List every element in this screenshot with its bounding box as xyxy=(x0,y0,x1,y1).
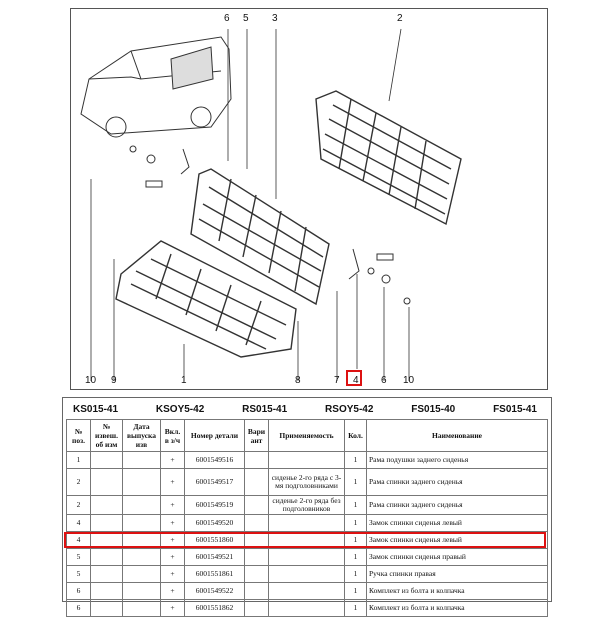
cell-part-number: 6001549517 xyxy=(185,469,245,496)
cell-qty: 1 xyxy=(345,452,367,469)
cell-name: Замок спинки сиденья левый xyxy=(367,515,548,532)
table-row[interactable] xyxy=(67,515,548,532)
col-header-applicability: Применяемость xyxy=(269,420,345,452)
cell-included: + xyxy=(161,532,185,549)
cell-variant xyxy=(245,600,269,617)
cell-qty: 1 xyxy=(345,549,367,566)
cell-part-number: 6001549519 xyxy=(185,496,245,515)
cell-date xyxy=(123,600,161,617)
table-row[interactable] xyxy=(67,583,548,600)
cell-name: Рама спинки заднего сиденья xyxy=(367,469,548,496)
callout-6-top: 6 xyxy=(224,13,230,24)
cell-included: + xyxy=(161,583,185,600)
cell-date xyxy=(123,452,161,469)
exploded-diagram xyxy=(70,8,548,390)
cell-part-number: 6001549522 xyxy=(185,583,245,600)
cell-qty: 1 xyxy=(345,600,367,617)
car-illustration xyxy=(81,37,231,137)
cell-applicability xyxy=(269,600,345,617)
cell-name: Рама подушки заднего сиденья xyxy=(367,452,548,469)
callout-3-top: 3 xyxy=(272,13,278,24)
back-frame-3 xyxy=(191,169,329,304)
cell-notice xyxy=(91,583,123,600)
col-header-date: Дата выпуска изв xyxy=(123,420,161,452)
cell-date xyxy=(123,566,161,583)
cell-notice xyxy=(91,549,123,566)
cell-included: + xyxy=(161,469,185,496)
callout-9-bottom: 9 xyxy=(111,375,117,386)
cell-date xyxy=(123,583,161,600)
callout-4-bottom: 4 xyxy=(353,375,359,386)
cell-qty: 1 xyxy=(345,469,367,496)
table-row[interactable] xyxy=(67,452,548,469)
col-header-qty: Кол. xyxy=(345,420,367,452)
col-header-name: Наименование xyxy=(367,420,548,452)
cell-part-number: 6001549520 xyxy=(185,515,245,532)
cell-qty: 1 xyxy=(345,496,367,515)
cell-notice xyxy=(91,515,123,532)
cell-date xyxy=(123,496,161,515)
cell-name: Замок спинки сиденья правый xyxy=(367,549,548,566)
cell-applicability xyxy=(269,566,345,583)
table-header-row xyxy=(67,420,548,452)
cell-pos: 1 xyxy=(67,452,91,469)
cell-qty: 1 xyxy=(345,532,367,549)
table-row[interactable] xyxy=(67,600,548,617)
cell-date xyxy=(123,515,161,532)
cell-part-number: 6001551860 xyxy=(185,532,245,549)
cell-pos: 4 xyxy=(67,515,91,532)
cell-applicability: сиденье 2-го ряда без подголовников xyxy=(269,496,345,515)
model-code: RS015-41 xyxy=(242,404,288,415)
callout-7-bottom: 7 xyxy=(334,375,340,386)
cell-part-number: 6001551862 xyxy=(185,600,245,617)
cell-included: + xyxy=(161,452,185,469)
model-codes-row xyxy=(63,398,551,419)
cell-applicability xyxy=(269,515,345,532)
table-row[interactable] xyxy=(67,469,548,496)
cell-pos: 5 xyxy=(67,566,91,583)
cell-notice xyxy=(91,469,123,496)
cell-part-number: 6001549521 xyxy=(185,549,245,566)
col-header-variant: Вари ант xyxy=(245,420,269,452)
cell-included: + xyxy=(161,549,185,566)
cell-date xyxy=(123,549,161,566)
cell-notice xyxy=(91,452,123,469)
cell-variant xyxy=(245,583,269,600)
callout-8-bottom: 8 xyxy=(295,375,301,386)
cell-included: + xyxy=(161,600,185,617)
model-code: KS015-41 xyxy=(73,404,119,415)
cell-notice xyxy=(91,600,123,617)
callout-2-top: 2 xyxy=(397,13,403,24)
col-header-part-number: Номер детали xyxy=(185,420,245,452)
cell-variant xyxy=(245,496,269,515)
model-code: RSOY5-42 xyxy=(325,404,374,415)
model-code: FS015-40 xyxy=(411,404,456,415)
cell-variant xyxy=(245,452,269,469)
cell-notice xyxy=(91,566,123,583)
cell-variant xyxy=(245,549,269,566)
cell-included: + xyxy=(161,566,185,583)
col-header-notice: № извеш. об изм xyxy=(91,420,123,452)
callout-5-top: 5 xyxy=(243,13,249,24)
back-frame-2 xyxy=(316,91,461,224)
row-highlight-box xyxy=(64,532,546,548)
cell-name: Ручка спинки правая xyxy=(367,566,548,583)
cell-part-number: 6001551861 xyxy=(185,566,245,583)
cell-part-number: 6001549516 xyxy=(185,452,245,469)
cell-date xyxy=(123,469,161,496)
cell-pos: 2 xyxy=(67,496,91,515)
callout-6-bottom: 6 xyxy=(381,375,387,386)
callout-1-bottom: 1 xyxy=(181,375,187,386)
cell-pos: 4 xyxy=(67,532,91,549)
table-row[interactable] xyxy=(67,566,548,583)
parts-table xyxy=(66,419,548,617)
callout-10-bottom-right: 10 xyxy=(403,375,415,386)
cell-name: Комплект из болта и колпачка xyxy=(367,583,548,600)
cell-included: + xyxy=(161,496,185,515)
cell-name: Замок спинки сиденья левый xyxy=(367,532,548,549)
cell-variant xyxy=(245,566,269,583)
cell-applicability: сиденье 2-го ряда с 3-мя подголовниками xyxy=(269,469,345,496)
cell-variant xyxy=(245,515,269,532)
diagram-drawing xyxy=(71,9,547,389)
cell-name: Комплект из болта и колпачка xyxy=(367,600,548,617)
cell-qty: 1 xyxy=(345,515,367,532)
cell-variant xyxy=(245,469,269,496)
table-row[interactable] xyxy=(67,496,548,515)
col-header-included: Вкл. в з/ч xyxy=(161,420,185,452)
cell-qty: 1 xyxy=(345,583,367,600)
model-code: FS015-41 xyxy=(493,404,537,415)
cell-applicability xyxy=(269,549,345,566)
callout-4-highlight xyxy=(346,370,362,386)
cell-pos: 5 xyxy=(67,549,91,566)
cell-included: + xyxy=(161,515,185,532)
table-row[interactable] xyxy=(67,549,548,566)
cell-pos: 2 xyxy=(67,469,91,496)
cell-qty: 1 xyxy=(345,566,367,583)
callout-10-bottom: 10 xyxy=(85,375,97,386)
cell-pos: 6 xyxy=(67,600,91,617)
cell-name: Рама спинки заднего сиденья xyxy=(367,496,548,515)
cell-pos: 6 xyxy=(67,583,91,600)
cell-applicability xyxy=(269,583,345,600)
cell-notice xyxy=(91,496,123,515)
parts-sheet xyxy=(62,397,552,612)
leader-lines xyxy=(91,29,409,381)
cell-applicability xyxy=(269,452,345,469)
model-code: KSOY5-42 xyxy=(155,404,205,415)
col-header-pos: № поз. xyxy=(67,420,91,452)
